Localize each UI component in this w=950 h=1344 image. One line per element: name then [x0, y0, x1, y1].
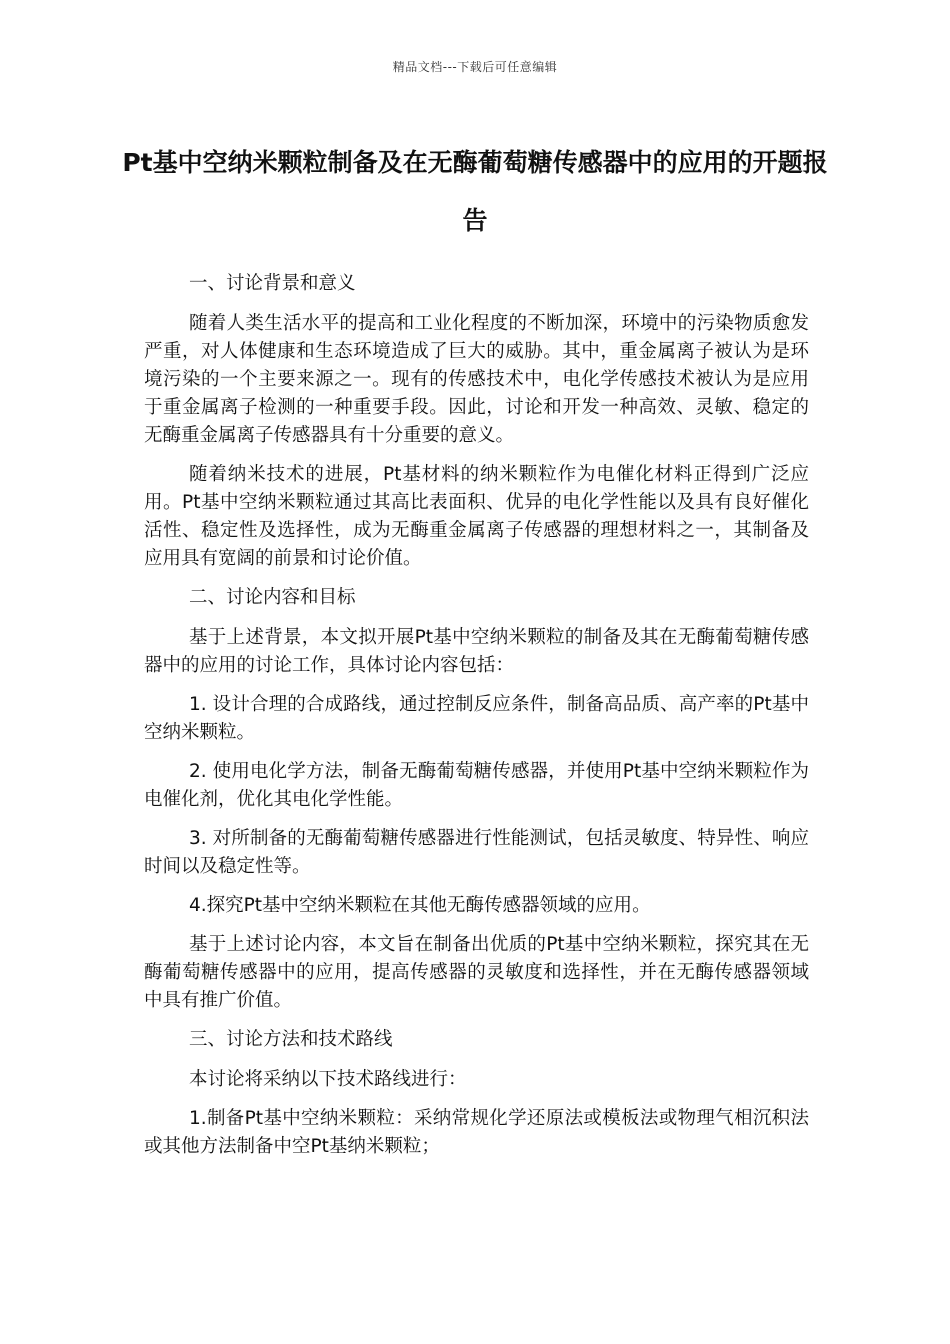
paragraph: 基于上述讨论内容，本文旨在制备出优质的Pt基中空纳米颗粒，探究其在无酶葡萄糖传感器中的应用，提高传感器的灵敏度和选择性，并在无酶传感器领域中具有推广价值。: [144, 934, 809, 1011]
running-header: 精品文档---下载后可任意编辑: [392, 60, 558, 74]
list-item: 1. 设计合理的合成路线，通过控制反应条件，制备高品质、高产率的Pt基中空纳米颗粒。: [144, 694, 809, 743]
list-item: 2. 使用电化学方法，制备无酶葡萄糖传感器，并使用Pt基中空纳米颗粒作为电催化剂，优化其电化学性能。: [144, 761, 809, 810]
paragraph: 本讨论将采纳以下技术路线进行：: [189, 1069, 467, 1090]
document-title: Pt基中空纳米颗粒制备及在无酶葡萄糖传感器中的应用的开题报告: [122, 148, 828, 235]
list-item: 1.制备Pt基中空纳米颗粒：采纳常规化学还原法或模板法或物理气相沉积法或其他方法制备中空Pt基纳米颗粒；: [144, 1108, 809, 1157]
paragraph: 基于上述背景，本文拟开展Pt基中空纳米颗粒的制备及其在无酶葡萄糖传感器中的应用的讨论工作，具体讨论内容包括：: [144, 627, 809, 676]
list-item: 4.探究Pt基中空纳米颗粒在其他无酶传感器领域的应用。: [189, 895, 651, 916]
section-heading-content: 二、讨论内容和目标: [189, 587, 356, 608]
paragraph: 随着人类生活水平的提高和工业化程度的不断加深，环境中的污染物质愈发严重，对人体健康和生态环境造成了巨大的威胁。其中，重金属离子被认为是环境污染的一个主要来源之一。现有的传感技术中，电化学传感技术被认为是应用于重金属离子检测的一种重要手段。因此，讨论和开发一种高效、灵敏、稳定的无酶重金属离子传感器具有十分重要的意义。: [144, 313, 809, 446]
document-body: [144, 270, 809, 1172]
list-item: 3. 对所制备的无酶葡萄糖传感器进行性能测试，包括灵敏度、特异性、响应时间以及稳定性等。: [144, 828, 809, 877]
paragraph: 随着纳米技术的进展，Pt基材料的纳米颗粒作为电催化材料正得到广泛应用。Pt基中空纳米颗粒通过其高比表面积、优异的电化学性能以及具有良好催化活性、稳定性及选择性，成为无酶重金属离子传感器的理想材料之一，其制备及应用具有宽阔的前景和讨论价值。: [144, 464, 809, 569]
section-heading-methods: 三、讨论方法和技术路线: [189, 1029, 393, 1050]
section-heading-background: 一、讨论背景和意义: [189, 273, 356, 294]
